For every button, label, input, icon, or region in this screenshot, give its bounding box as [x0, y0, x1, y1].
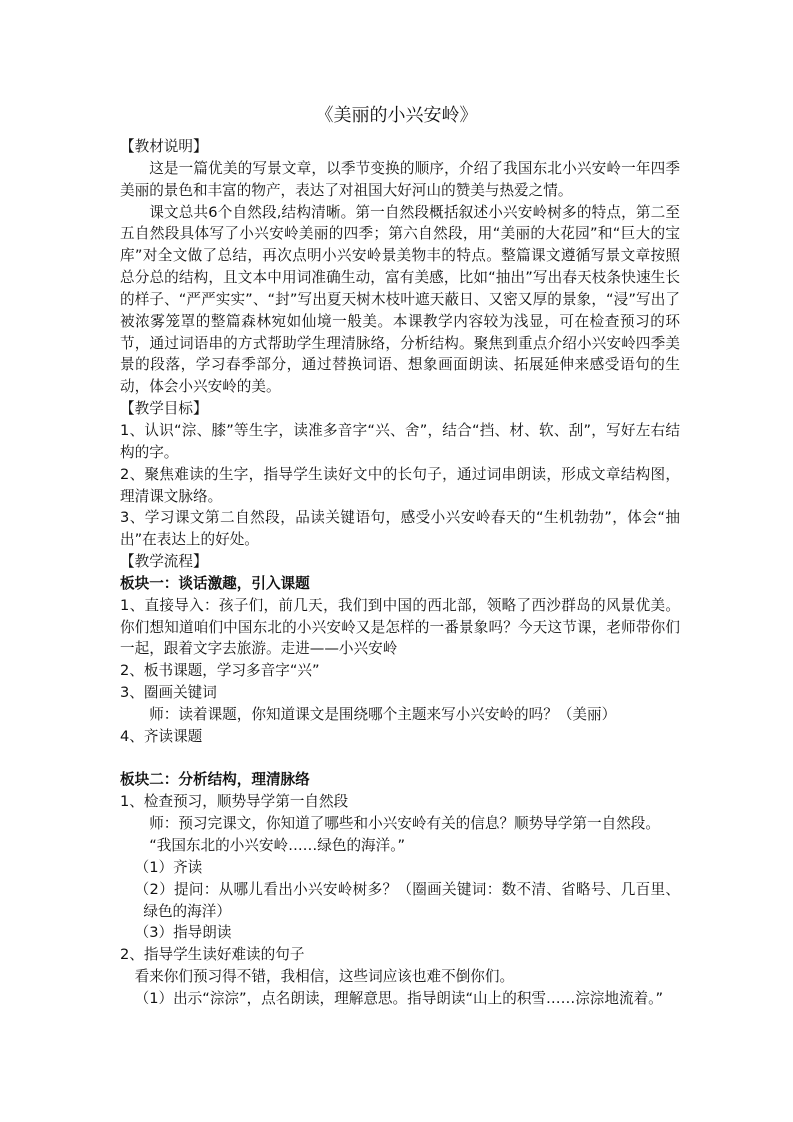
block1-item-2: 2、板书课题，学习多音字“兴”	[120, 662, 320, 680]
block1-item-4: 4、齐读课题	[120, 727, 203, 745]
block1-item-3: 3、圈画关键词	[120, 684, 217, 702]
block2-heading: 板块二：分析结构，理清脉络	[120, 771, 310, 789]
block2-item-1-teacher: 师：预习完课文，你知道了哪些和小兴安岭有关的信息？顺势导学第一自然段。	[149, 815, 660, 833]
goal-item-2: 2、聚焦难读的生字，指导学生读好文中的长句子，通过词串朗读，形成文章结构图，理清课文脉络。	[120, 465, 680, 505]
block2-item-2-step-1: （1）出示“淙淙”，点名朗读，理解意思。指导朗读“山上的积雪……淙淙地流着。”	[134, 989, 664, 1007]
block2-item-2: 2、指导学生读好难读的句子	[120, 946, 305, 964]
material-paragraph-1: 这是一篇优美的写景文章，以季节变换的顺序，介绍了我国东北小兴安岭一年四季美丽的景色和丰富的物产，表达了对祖国大好河山的赞美与热爱之情。	[120, 159, 680, 199]
document-title: 《美丽的小兴安岭》	[315, 105, 478, 126]
paragraph-gap	[120, 748, 680, 770]
section-heading-process: 【教学流程】	[120, 553, 208, 571]
block1-heading: 板块一：谈话激趣，引入课题	[120, 574, 310, 592]
block2-quote: “我国东北的小兴安岭……绿色的海洋。”	[149, 837, 406, 854]
block2-step-3: （3）指导朗读	[134, 924, 232, 942]
block1-item-1: 1、直接导入：孩子们，前几天，我们到中国的西北部，领略了西沙群岛的风景优美。你们想知道咱们中国东北的小兴安岭又是怎样的一番景象吗？今天这节课，老师带你们一起，跟着文字去旅游。走进——小兴安岭	[120, 596, 680, 658]
block2-item-2-text: 看来你们预习得不错，我相信，这些词应该也难不倒你们。	[134, 968, 515, 986]
section-heading-material: 【教材说明】	[120, 138, 208, 155]
document-body	[120, 136, 680, 1010]
block2-step-2: （2）提问：从哪儿看出小兴安岭树多？（圈画关键词：数不清、省略号、几百里、绿色的海洋）	[134, 880, 680, 920]
block2-step-1: （1）齐读	[134, 858, 203, 876]
material-paragraph-2: 课文总共6个自然段,结构清晰。第一自然段概括叙述小兴安岭树多的特点，第二至五自然段具体写了小兴安岭美丽的四季；第六自然段，用“美丽的大花园”和“巨大的宝库”对全文做了总结，再次点明小兴安岭景美物丰的特点。整篇课文遵循写景文章按照总分总的结构，且文本中用词准确生动，富有美感，比如“抽出”写出春天枝条快速生长的样子、“严严实实”、“封”写出夏天树木枝叶遮天蔽日、又密又厚的景象，“浸”写出了被浓雾笼罩的整篇森林宛如仙境一般美。本课教学内容较为浅显，可在检查预习的环节，通过词语串的方式帮助学生理清脉络，分析结构。聚焦到重点介绍小兴安岭四季美景的段落，学习春季部分，通过替换词语、想象画面朗读、拓展延伸来感受语句的生动，体会小兴安岭的美。	[120, 203, 680, 396]
goal-item-1: 1、认识“淙、膝”等生字，读准多音字“兴、舍”，结合“挡、材、软、刮”，写好左右结构的字。	[120, 421, 680, 461]
goal-item-3: 3、学习课文第二自然段，品读关键语句，感受小兴安岭春天的“生机勃勃”，体会“抽出”在表达上的好处。	[120, 509, 680, 549]
block1-item-3-teacher: 师：读着课题，你知道课文是围绕哪个主题来写小兴安岭的吗？（美丽）	[149, 705, 617, 723]
block2-item-1: 1、检查预习，顺势导学第一自然段	[120, 793, 349, 811]
section-heading-goals: 【教学目标】	[120, 400, 208, 418]
